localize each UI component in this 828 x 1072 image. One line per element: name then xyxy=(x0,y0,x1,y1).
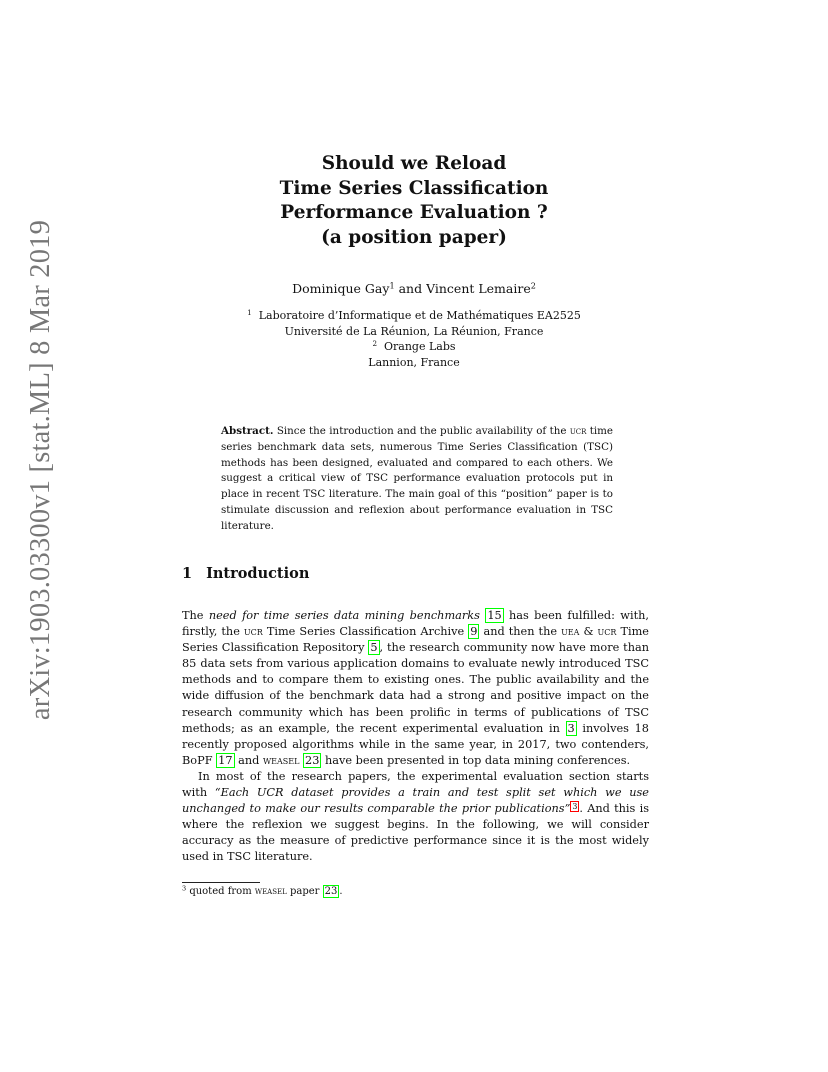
citation-link[interactable]: 3 xyxy=(567,721,575,735)
section-title: Introduction xyxy=(206,565,310,582)
citation-link[interactable]: 17 xyxy=(218,753,233,767)
affiliation-mark: 1 xyxy=(389,280,395,291)
title-line: Time Series Classification xyxy=(279,177,549,199)
footnote-link[interactable]: 3 xyxy=(572,801,578,811)
citation-link[interactable]: 23 xyxy=(305,753,320,767)
citation-link[interactable]: 23 xyxy=(324,886,338,897)
title-line: Should we Reload xyxy=(321,153,507,174)
affiliation-line: Lannion, France xyxy=(368,355,460,369)
author-name: Vincent Lemaire xyxy=(426,281,531,296)
body-text xyxy=(182,608,649,866)
affiliations xyxy=(0,308,828,370)
section-heading xyxy=(182,565,309,582)
paragraph: The need for time series data mining benchmarks 15 has been fulfilled: with, firstly, the ucr Time Series Classification Archive 9 and then the uea & ucr Time Series Classification Repository 5 , the research community now have more than 85 data sets from various application domains to evaluate newly introduced TSC methods and to compare them to existing ones. The public availability and the wide diffusion of the benchmark data had a strong and positive impact on the research community which has been prolific in terms of publications of TSC methods; as an example, the recent experimental evaluation in 3 involves 18 recently proposed algorithms while in the same year, in 2017, two contenders, BoPF 17 and weasel 23 have been presented in top data mining conferences. xyxy=(182,609,649,767)
abstract: Abstract. Since the introduction and the public availability of the ucr time series benchmark data sets, numerous Time Series Classification (TSC) methods has been designed, evaluated and compared to each others. We suggest a critical view of TSC performance evaluation protocols put in place in recent TSC literature. The main goal of this “position” paper is to stimulate discussion and reflexion about performance evaluation in TSC literature. xyxy=(221,425,614,532)
citation-link[interactable]: 9 xyxy=(470,625,478,639)
author-list: Dominique Gay$^1$ and Vincent Lemaire$^2$ xyxy=(292,280,536,296)
footnote-rule xyxy=(182,882,260,883)
citation-link[interactable]: 5 xyxy=(370,641,378,655)
footnote: $^3$ quoted from weasel paper 23 . xyxy=(182,884,343,897)
affiliation-line: Université de La Réunion, La Réunion, France xyxy=(284,324,544,338)
footnote-mark: 3 xyxy=(182,884,187,893)
paper-title xyxy=(0,152,828,250)
citation-link[interactable]: 15 xyxy=(487,609,502,622)
paragraph: In most of the research papers, the experimental evaluation section starts with “Each UCR dataset provides a train and test split set which we use unchanged to make our results comparable the prior publications” $^3$ . And this is where the reflexion we suggest begins. In the following, we will consider accuracy as the measure of predictive performance since it is the most widely used in TSC literature. xyxy=(182,769,649,864)
abstract-label: Abstract. xyxy=(221,425,274,437)
arxiv-identifier-text: arXiv:1903.03300v1 [stat.ML] 8 Mar 2019 xyxy=(25,219,56,721)
affiliation-line: $^2$ Orange Labs xyxy=(372,339,456,353)
section-number: 1 xyxy=(182,565,193,582)
author-name: Dominique Gay xyxy=(292,281,390,296)
title-line: (a position paper) xyxy=(321,226,507,248)
title-line: Performance Evaluation ? xyxy=(280,202,548,223)
affiliation-line: $^1$ Laboratoire d’Informatique et de Mathématiques EA2525 xyxy=(247,308,581,322)
affiliation-mark: 2 xyxy=(530,280,536,291)
